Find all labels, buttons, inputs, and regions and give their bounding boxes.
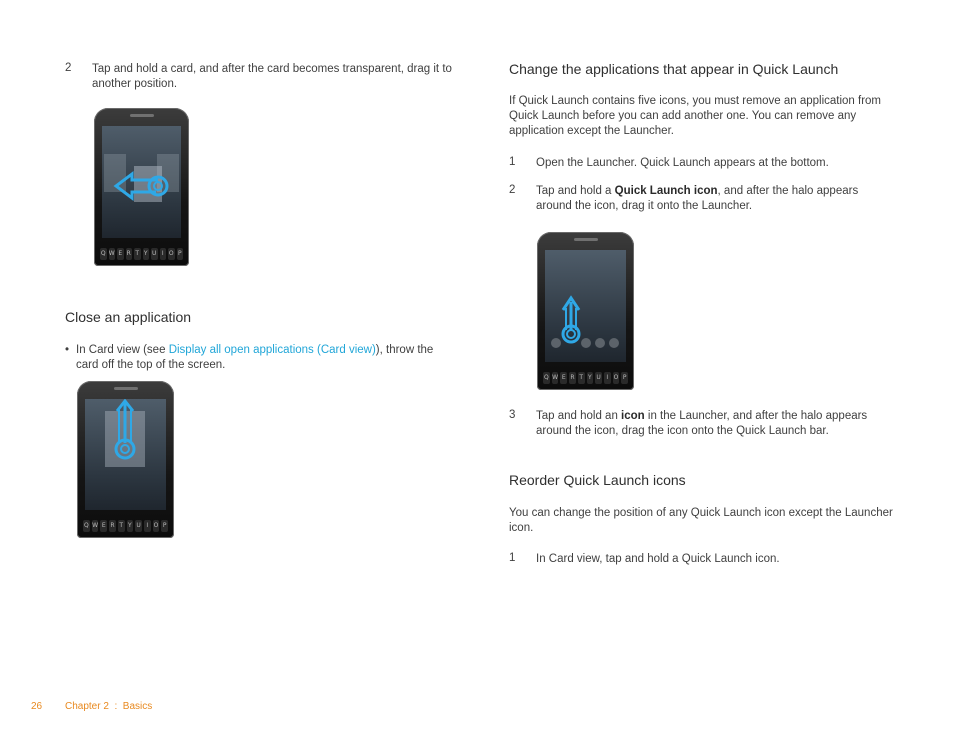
chapter-label: Chapter 2 : Basics	[65, 701, 153, 712]
bullet-text: In Card view (see Display all open applications (Card view)), throw the card off the top of the screen.	[76, 344, 434, 371]
phone-speaker	[130, 114, 154, 117]
step-text: Open the Launcher. Quick Launch appears at the bottom.	[536, 157, 829, 169]
phone-screen	[85, 399, 166, 510]
keyboard-row: Q W E R T Y U I O P	[100, 248, 183, 260]
drag-up-arrow-icon	[545, 250, 626, 362]
phone-screen	[102, 126, 181, 238]
phone-screen	[545, 250, 626, 362]
phone-illustration-close-app	[77, 381, 174, 538]
phone-speaker	[114, 387, 138, 390]
step-text: Tap and hold a card, and after the card becomes transparent, drag it to another position.	[92, 63, 452, 90]
section-heading-reorder: Reorder Quick Launch icons	[509, 472, 686, 488]
step-number: 1	[509, 156, 516, 168]
step-text: In Card view, tap and hold a Quick Launch icon.	[536, 553, 780, 565]
reorder-intro-text: You can change the position of any Quick Launch icon except the Launcher icon.	[509, 507, 893, 534]
section-heading-close: Close an application	[65, 309, 192, 325]
phone-illustration-card-drag	[94, 108, 189, 266]
keyboard-row: Q W E R T Y U I O P	[83, 520, 168, 532]
step-text: Tap and hold an icon in the Launcher, and after the halo appears around the icon, drag the icon onto the Quick Launch bar.	[536, 410, 868, 437]
step-text: Tap and hold a Quick Launch icon, and after the halo appears around the icon, drag it onto the Launcher.	[536, 185, 859, 212]
throw-up-arrow-icon	[85, 399, 166, 510]
intro-text: If Quick Launch contains five icons, you must remove an application from Quick Launch before you can add another one. You can remove any application except the Launcher.	[509, 95, 882, 137]
section-heading-quick-launch: Change the applications that appear in Quick Launch	[509, 61, 839, 77]
bullet-marker: •	[65, 344, 70, 356]
step-number: 1	[509, 552, 516, 564]
step-number: 2	[65, 62, 72, 74]
phone-speaker	[574, 238, 598, 241]
keyboard-row: Q W E R T Y U I O P	[543, 372, 628, 384]
drag-arrow-icon	[102, 126, 181, 238]
step-number: 3	[509, 409, 516, 421]
step-number: 2	[509, 184, 516, 196]
phone-illustration-quick-launch	[537, 232, 634, 390]
card-view-link[interactable]: Display all open applications (Card view)	[168, 344, 376, 356]
page-number: 26	[31, 701, 43, 712]
